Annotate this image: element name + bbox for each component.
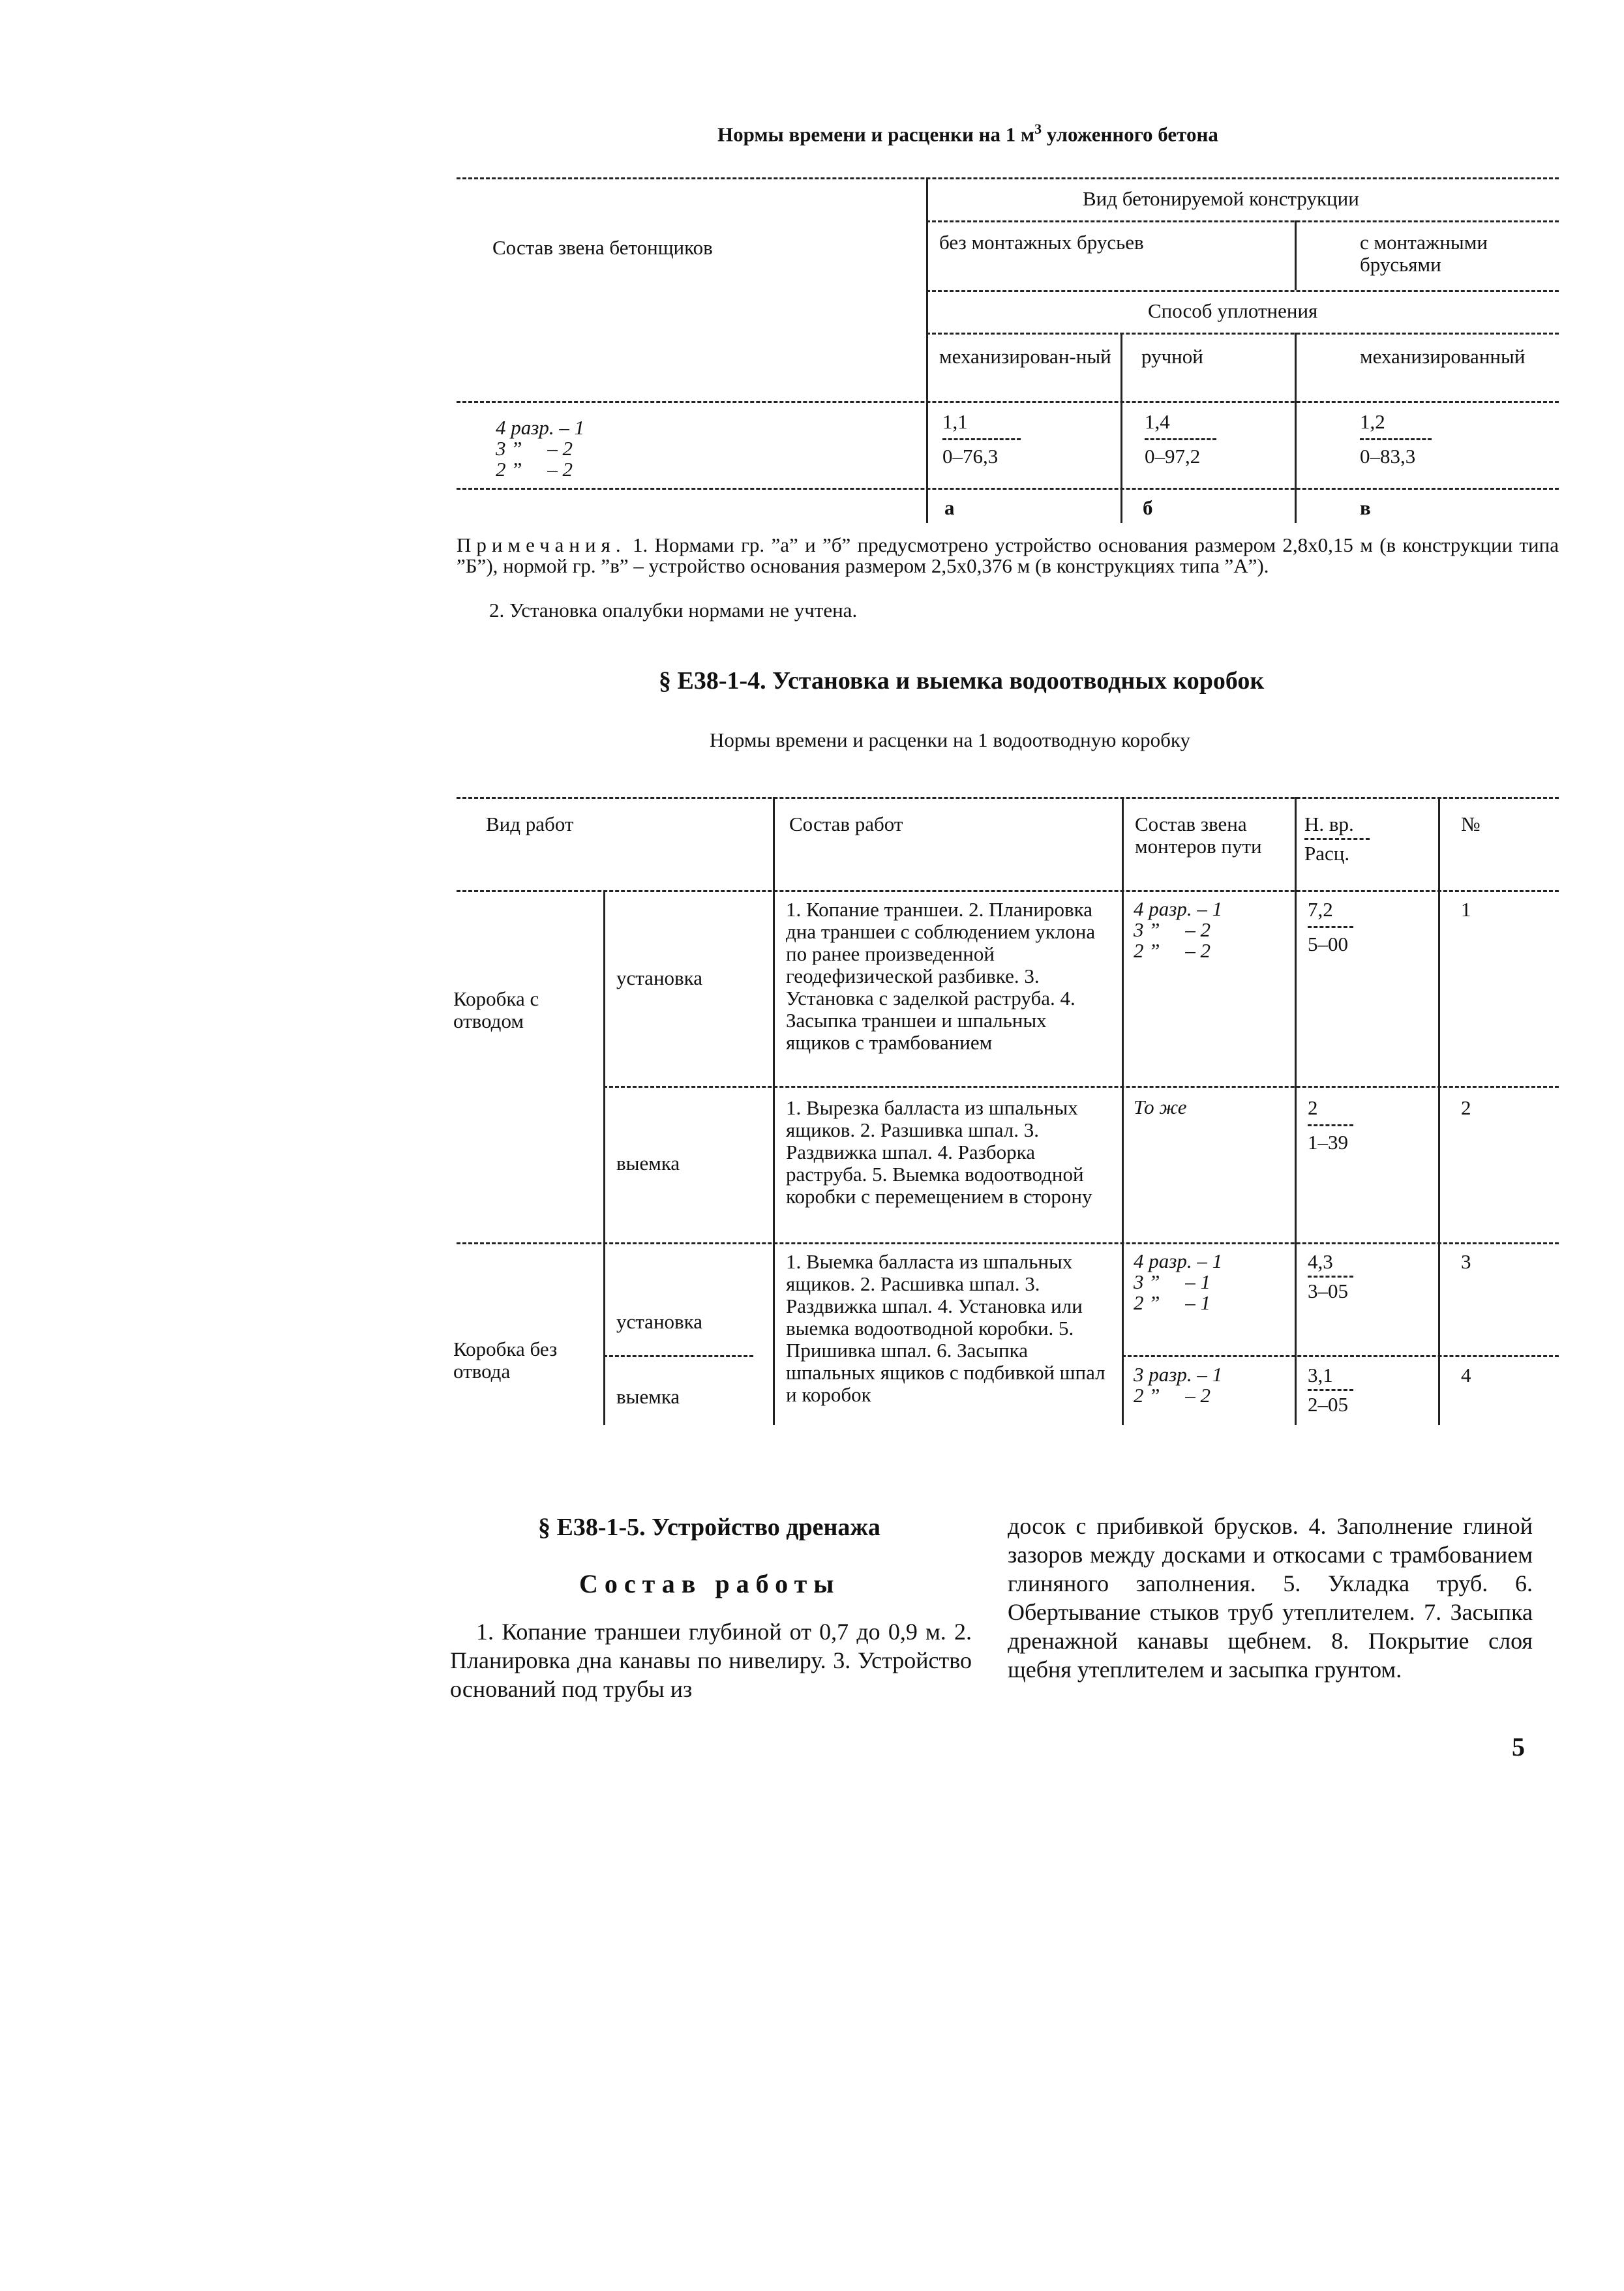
- t2-row4-crew: 3 разр. – 1: [1134, 1363, 1223, 1386]
- t2-row3-num: 3: [1461, 1250, 1471, 1273]
- t1-line-top: [457, 177, 1559, 179]
- section4-caption: Нормы времени и расценки на 1 водоотводную коробку: [710, 728, 1190, 751]
- t2-row1-value: [1308, 899, 1353, 955]
- t2-header-num: №: [1461, 813, 1481, 835]
- t1-line-method: [926, 333, 1559, 335]
- t2-header-norm: Н. вр.: [1304, 813, 1354, 835]
- t2-row1-crew: 4 разр. – 1: [1134, 897, 1223, 920]
- t2-row1-crew: 3 ” – 2: [1134, 918, 1210, 941]
- t1-vline-bars: [1295, 220, 1297, 290]
- t2-row3-norm: 4,3: [1308, 1250, 1333, 1273]
- t1-vline-main: [926, 177, 928, 523]
- section5-col1: 1. Копание траншеи глубиной от 0,7 до 0,9 м. 2. Планировка дна канавы по нивелиру. 3. Устройство оснований под трубы из: [450, 1619, 972, 1702]
- t2-line-row3-right: [1122, 1355, 1559, 1357]
- t1-crew-line: 2 ” – 2: [496, 458, 573, 481]
- t1-header-mech2: механизированный: [1360, 345, 1526, 368]
- t2-row1-rate: 5–00: [1308, 933, 1348, 955]
- t2-row4-op: выемка: [616, 1385, 680, 1408]
- section5-subtitle: Состав работы: [579, 1569, 841, 1598]
- t1-header-manual: ручной: [1141, 345, 1203, 368]
- t1-rate-c: 0–83,3: [1360, 445, 1416, 468]
- t2-row2-crew: То же: [1134, 1096, 1187, 1118]
- t2-header-norm-rate: [1304, 813, 1370, 865]
- t1-norm-a: 1,1: [942, 410, 968, 433]
- t2-vline-op: [603, 890, 605, 1425]
- section4-title: § Е38-1-4. Установка и выемка водоотводных коробок: [659, 667, 1265, 695]
- t1-norm-b: 1,4: [1145, 410, 1170, 433]
- t2-row3-crew: 3 ” – 1: [1134, 1270, 1210, 1293]
- t1-line-data-bottom: [457, 488, 1559, 490]
- t2-header-rate: Расц.: [1304, 842, 1350, 865]
- t2-row1-crew: 2 ” – 2: [1134, 939, 1210, 962]
- t2-row3-crew: 4 разр. – 1: [1134, 1250, 1223, 1272]
- t1-vline-col1: [1120, 333, 1122, 523]
- notes-line2: 2. Установка опалубки нормами не учтена.: [489, 599, 858, 621]
- t2-row2-rate: 1–39: [1308, 1131, 1348, 1154]
- t2-row2-norm: 2: [1308, 1096, 1318, 1119]
- t2-row1-op: установка: [616, 966, 703, 989]
- t2-line-top: [457, 797, 1559, 799]
- t1-rate-b: 0–97,2: [1145, 445, 1201, 468]
- t2-row2-content: 1. Вырезка балласта из шпальных ящиков. 2. Разшивка шпал. 3. Раздвижка шпал. 4. Разборка раструба. 5. Выемка водоотводной коробки с перемещением в сторону: [786, 1096, 1092, 1208]
- section5-col2: досок с прибивкой брусков. 4. Заполнение глиной зазоров между досками и откосами с трамбованием глиняного заполнения. 5. Укладка труб. 6. Обертывание стыков труб утеплителем. 7. Засыпка дренажной канавы щебнем. 8. Покрытие слоя щебня утеплителем и засыпка грунтом.: [1008, 1513, 1533, 1683]
- t2-row1-norm: 7,2: [1308, 898, 1333, 921]
- t2-row2-num: 2: [1461, 1096, 1471, 1119]
- t1-header-mech1: механизирован-ный: [939, 345, 1111, 368]
- t1-col-letter-a: а: [944, 496, 955, 519]
- t1-line-bars: [926, 290, 1559, 292]
- notes-label: Примечания.: [457, 533, 626, 556]
- t1-header-with-bars: с монтажными брусьями: [1360, 231, 1488, 276]
- t2-row4-norm: 3,1: [1308, 1364, 1333, 1386]
- t1-header-no-bars: без монтажных брусьев: [939, 231, 1144, 254]
- t2-header-work-content: Состав работ: [789, 813, 903, 835]
- t2-row4-rate: 2–05: [1308, 1393, 1348, 1416]
- t1-header-crew: Состав звена бетонщиков: [492, 236, 713, 259]
- t1-col-letter-b: б: [1143, 496, 1153, 519]
- t2-header-crew: Состав звена монтеров пути: [1135, 813, 1262, 858]
- t2-vline-norm: [1295, 797, 1297, 1425]
- table1-caption: Нормы времени и расценки на 1 $м^3$ уложенного бетона: [717, 121, 1218, 146]
- t2-row3-value: [1308, 1251, 1353, 1302]
- t2-row1-num: 1: [1461, 898, 1471, 921]
- t1-line-kind: [926, 220, 1559, 222]
- t2-header-work-type: Вид работ: [486, 813, 574, 835]
- t2-row4-crew: 2 ” – 2: [1134, 1384, 1210, 1407]
- t1-header-kind: Вид бетонируемой конструкции: [1083, 187, 1359, 210]
- t2-row3-rate: 3–05: [1308, 1280, 1348, 1302]
- t1-value-a: [942, 411, 1021, 468]
- t2-row4-value: [1308, 1364, 1353, 1416]
- t2-group2-label: Коробка без отвода: [453, 1338, 558, 1383]
- t2-group1-label: Коробка с отводом: [453, 987, 539, 1032]
- t1-value-b: [1145, 411, 1216, 468]
- t1-header-method: Способ уплотнения: [1148, 299, 1318, 322]
- t1-vline-col2: [1295, 333, 1297, 523]
- t2-vline-num: [1438, 797, 1440, 1425]
- t2-row1-content: 1. Копание траншеи. 2. Планировка дна траншеи с соблюдением уклона по ранее произведенной геодефизической разбивке. 3. Установка с заделкой раструба. 4. Засыпка траншеи и шпальных ящиков с трамбованием: [786, 898, 1096, 1054]
- page-number: 5: [1512, 1732, 1525, 1761]
- t2-line-row3-op: [603, 1355, 753, 1357]
- t2-row3-content: 1. Выемка балласта из шпальных ящиков. 2. Расшивка шпал. 3. Раздвижка шпал. 4. Установка или выемка водоотводной коробки. 5. Пришивка шпал. 6. Засыпка шпальных ящиков с подбивкой шпал и коробок: [786, 1250, 1105, 1406]
- t2-vline-content: [773, 797, 775, 1425]
- t1-rate-a: 0–76,3: [942, 445, 999, 468]
- t2-row2-value: [1308, 1097, 1353, 1154]
- notes-block: [457, 535, 1559, 576]
- t2-line-header-bottom: [457, 890, 1559, 892]
- t2-row3-op: установка: [616, 1310, 703, 1333]
- t2-row4-num: 4: [1461, 1364, 1471, 1386]
- t2-line-row1: [603, 1086, 1559, 1088]
- section5-title: § Е38-1-5. Устройство дренажа: [538, 1514, 880, 1541]
- t1-norm-c: 1,2: [1360, 410, 1385, 433]
- t2-line-group: [457, 1242, 1559, 1244]
- t2-vline-crew: [1122, 797, 1124, 1425]
- t1-col-letter-c: в: [1360, 496, 1371, 519]
- t1-crew-line: 3 ” – 2: [496, 437, 573, 460]
- t1-line-header-bottom: [457, 401, 1559, 403]
- t2-row2-op: выемка: [616, 1152, 680, 1175]
- t1-value-c: [1360, 411, 1432, 468]
- t1-crew-line: 4 разр. – 1: [496, 416, 585, 439]
- notes-line1: 1. Нормами гр. ”а” и ”б” предусмотрено устройство основания размером 2,8x0,15 м (в конструкции типа ”Б”), нормой гр. ”в” – устройство основания размером 2,5x0,376 м (в конструкциях типа ”А”).: [457, 533, 1559, 577]
- t2-row3-crew: 2 ” – 1: [1134, 1291, 1210, 1314]
